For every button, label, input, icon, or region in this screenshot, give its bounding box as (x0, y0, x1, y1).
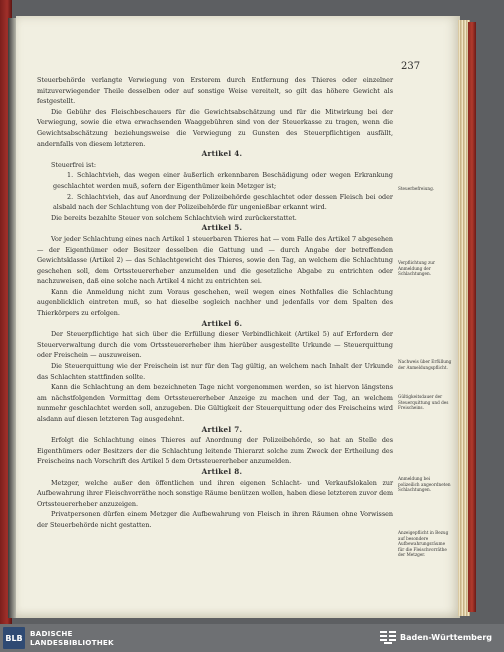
coat-of-arms-icon (379, 629, 397, 645)
library-name-line2: LANDESBIBLIOTHEK (30, 638, 114, 647)
list-text: Schlachtvieh, das auf Anordnung der Polizeibehörde geschlachtet oder dessen Fleisch bei oder alsbald nach der Schlachtung von der Polizeibehörde für ungenießbar erkannt wird. (53, 192, 393, 212)
paragraph: Die Steuerquittung wie der Freischein ist nur für den Tag gültig, an welchem nach Inhalt der Urkunde das Schlachten stattfinden sollte. (37, 362, 393, 381)
paragraph: Die Gebühr des Fleischbeschauers für die Gewichtsabschätzung und für die Mitwirkung bei der Verwiegung, sowie die etwa erwachsenden Waaggebühren sind von der Steuerkasse zu tragen, wenn die Gewichtsabschätzung beziehungsweise die Verwiegung zu Gunsten des Steuerpflichtigen ausfällt, andernfalls von diesem letzteren. (37, 107, 393, 148)
paragraph: Die bereits bezahlte Steuer von solchem Schlachtvieh wird zurückerstattet. (51, 213, 297, 222)
article-heading: Artikel 5. (201, 223, 243, 233)
article-heading: Artikel 7. (201, 424, 243, 434)
list-item (37, 170, 393, 191)
margin-note: Anzeigepflicht in Bezug auf besondere Aufbewahrungsräume für die Fleischvorräthe der Metzger. (398, 530, 449, 558)
page-body (37, 75, 393, 531)
article-heading: Artikel 6. (201, 318, 243, 328)
list-number: 2. (67, 192, 74, 201)
list-item (37, 192, 393, 213)
margin-note: Anmeldung bei polizeilich angeordneten Schlachtungen. (398, 476, 451, 493)
margin-note: Gültigkeitsdauer der Steuerquittung und des Freischeins. (398, 394, 449, 411)
paragraph: Vor jeder Schlachtung eines nach Artikel 1 steuerbaren Thieres hat — vom Falle des Artikel 7 abgesehen — der Eigenthümer oder Besitzer desselben die Gattung und — durch Angabe der betreffenden Gewichtsklasse (Artikel 2) — das Schlachtgewicht des Thieres, sowie den Tag, an welchem die Schlachtung geschehen soll, dem Ortssteuererheber anzumelden und die gesetzliche Abgabe zu entrichten oder nachzuweisen, daß eine solche nach Artikel 4 nicht zu entrichten sei. (37, 234, 393, 286)
article-heading: Artikel 4. (201, 149, 243, 159)
article-heading: Artikel 8. (201, 466, 243, 476)
list-text: Schlachtvieh, das wegen einer äußerlich erkennbaren Beschädigung oder wegen Erkrankung geschlachtet werden muß, sofern der Eigenthümer kein Metzger ist; (53, 171, 393, 190)
margin-note: Steuerbefreiung. (398, 186, 435, 191)
paragraph: Kann die Schlachtung an dem bezeichneten Tage nicht vorgenommen werden, so ist hiervon längstens am nächstfolgenden Vormittag dem Ortssteuererheber Anzeige zu machen und der Tag, an welchem nunmehr geschlachtet werden soll, anzugeben. Die Gültigkeit der Steuerquittung oder des Freischeins wird alsdann auf diesen letzteren Tag ausgedehnt. (37, 383, 393, 423)
partner-name[interactable]: Baden-Württemberg (400, 633, 493, 642)
paragraph: Steuerbehörde verlangte Verwiegung von Ersterem durch Entfernung des Thieres oder einzelner mitzuverwiegender Theile desselben oder auf sonstige Weise vereitelt, so gilt das höhere Gewicht als festgestellt. (37, 76, 393, 106)
margin-note: Nachweis über Erfüllung der Anmeldungspflicht. (398, 359, 452, 370)
paragraph: Steuerfrei ist: (51, 160, 97, 169)
paragraph: Erfolgt die Schlachtung eines Thieres auf Anordnung der Polizeibehörde, so hat an Stelle des Eigenthümers oder Besitzers der die Schlachtung leitende Thierarzt solche zum Zweck der Ertheilung des Freischeins nach Vorschrift des Artikel 5 dem Ortssteuererheber anzumelden. (37, 436, 393, 466)
book-cover-right (468, 22, 476, 612)
paragraph: Privatpersonen dürfen einem Metzger die Aufbewahrung von Fleisch in ihren Räumen ohne Vorwissen der Steuerbehörde nicht gestatten. (37, 510, 393, 529)
library-name-line1: BADISCHE (30, 629, 73, 638)
blb-logo[interactable]: BLB (3, 627, 25, 649)
page-number: 237 (401, 61, 421, 72)
margin-note: Verpflichtung zur Anmeldung der Schlachtungen. (398, 260, 435, 277)
paragraph: Metzger, welche außer den öffentlichen und ihren eigenen Schlacht- und Verkaufslokalen zur Aufbewahrung ihrer Fleischvorräthe noch sonstige Räume benützen wollen, haben diese letzteren zuvor dem Ortssteuererheber anzuzeigen. (37, 478, 393, 508)
paragraph: Kann die Anmeldung nicht zum Voraus geschehen, weil wegen eines Nothfalles die Schlachtung augenblicklich eintreten muß, so hat dieselbe sogleich nachher und jedenfalls vor dem Spalten des Thierkörpers zu erfolgen. (37, 287, 393, 318)
list-number: 1. (67, 171, 74, 180)
library-name[interactable] (30, 629, 114, 647)
paragraph: Der Steuerpflichtige hat sich über die Erfüllung dieser Verbindlichkeit (Artikel 5) auf Erfordern der Steuerverwaltung durch die vom Ortssteuererheber ihm hierüber ausgestellte Urkunde — Steuerquittung oder Freischein — auszuweisen. (37, 330, 393, 360)
